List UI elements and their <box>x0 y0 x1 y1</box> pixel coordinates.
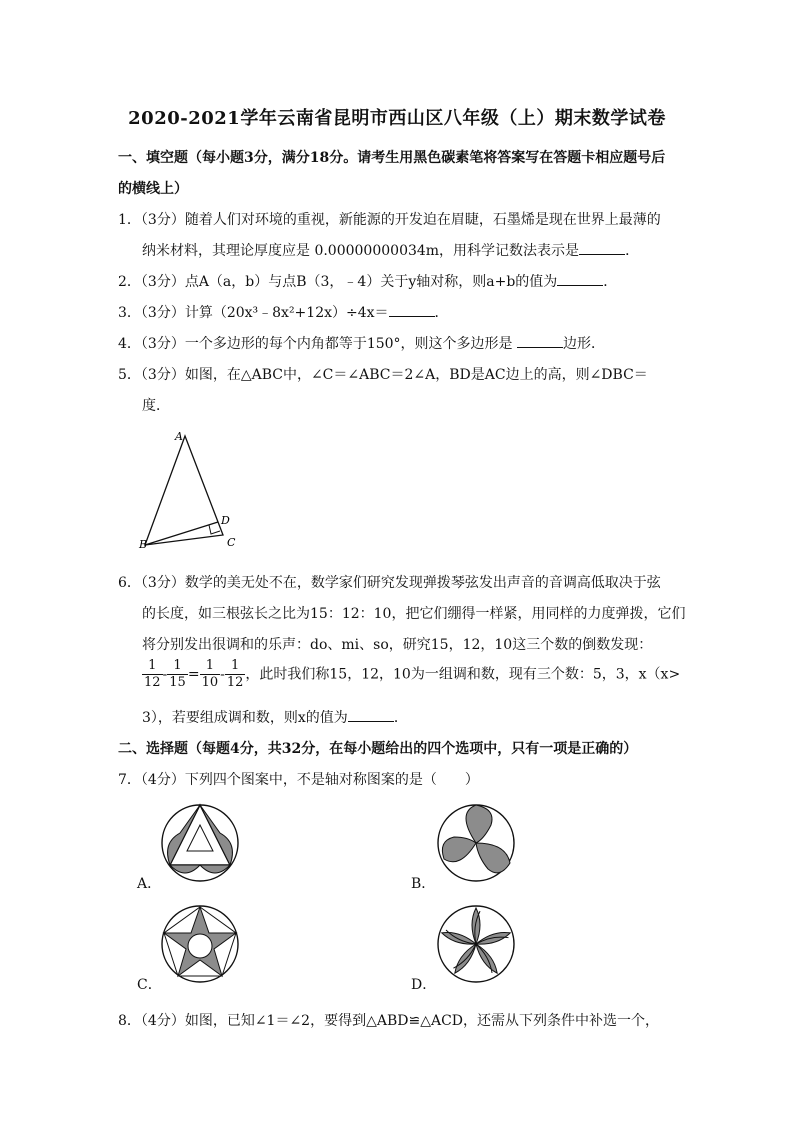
q4-line <box>118 333 605 353</box>
option-c-label[interactable]: C． <box>137 977 162 993</box>
option-a-figure[interactable] <box>160 803 240 883</box>
minus-sign: - <box>220 666 225 683</box>
q1-answer-blank[interactable] <box>579 242 625 255</box>
q6-line4-text: ，此时我们称15，12，10为一组调和数，现有三个数：5，3，x（x> <box>245 666 681 683</box>
q8-line: 8．（4分）如图，已知∠1＝∠2，要得到△ABD≌△ACD，还需从下列条件中补选一个， <box>118 1013 660 1029</box>
q3-text: 3．（3分）计算（20x³﹣8x²+12x）÷4x＝ <box>118 305 389 321</box>
exam-title: 2020-2021学年云南省昆明市西山区八年级（上）期末数学试卷 <box>128 108 666 129</box>
fraction-1-12b: $\frac{1}{12}$ <box>226 658 244 690</box>
label-a: A <box>175 430 183 443</box>
q7-line: 7．（4分）下列四个图案中，不是轴对称图案的是（ ） <box>118 772 479 788</box>
label-b: B <box>139 538 148 551</box>
q6-line5 <box>142 707 408 727</box>
q6-line4 <box>142 658 680 691</box>
triangle-abc <box>145 436 223 545</box>
section-2-heading: 二、选择题（每题4分，共32分，在每小题给出的四个选项中，只有一项是正确的） <box>118 741 638 757</box>
q2-line <box>118 271 617 291</box>
q5-triangle-figure <box>135 428 245 553</box>
q4-end: 边形． <box>563 336 605 352</box>
q6-line2: 的长度，如三根弦长之比为15：12：10，把它们绷得一样紧，用同样的力度弹拨，它们 <box>142 606 686 622</box>
q2-end: ． <box>603 274 618 290</box>
q1-end: ． <box>625 243 640 259</box>
option-a-label[interactable]: A． <box>137 876 162 892</box>
fraction-1-10: $\frac{1}{10}$ <box>201 658 219 690</box>
q5-line2: 度． <box>142 398 170 414</box>
q6-line1: 6．（3分）数学的美无处不在，数学家们研究发现弹拨琴弦发出声音的音调高低取决于弦 <box>118 575 661 591</box>
option-c-figure[interactable] <box>160 904 240 984</box>
q1-text: 纳米材料，其理论厚度应是 0.00000000034m，用科学记数法表示是 <box>142 243 580 259</box>
q3-answer-blank[interactable] <box>389 304 435 317</box>
option-b-figure[interactable] <box>436 803 516 883</box>
q3-end: ． <box>434 305 449 321</box>
option-d-figure[interactable] <box>436 904 516 984</box>
altitude-bd <box>145 522 218 545</box>
label-d: D <box>221 514 230 527</box>
section-1-heading-cont: 的横线上） <box>118 181 188 197</box>
equals-sign: = <box>187 666 200 683</box>
q4-text: 4．（3分）一个多边形的每个内角都等于150°，则这个多边形是 <box>118 336 513 352</box>
q5-line1: 5．（3分）如图，在△ABC中，∠C＝∠ABC＝2∠A，BD是AC边上的高，则∠DBC＝ <box>118 367 648 383</box>
right-angle-mark <box>209 525 220 534</box>
fraction-1-12a: $\frac{1}{12}$ <box>144 658 161 690</box>
q6-text: 3），若要组成调和数，则x的值为 <box>142 710 348 726</box>
option-d-label[interactable]: D． <box>411 977 437 993</box>
q4-answer-blank[interactable] <box>517 335 563 348</box>
q6-end: ． <box>393 710 408 726</box>
q6-answer-blank[interactable] <box>348 709 394 722</box>
q1-line2 <box>142 240 639 260</box>
q2-answer-blank[interactable] <box>557 273 603 286</box>
q3-line <box>118 302 449 322</box>
q2-text: 2．（3分）点A（a，b）与点B（3，﹣4）关于y轴对称，则a+b的值为 <box>118 274 558 290</box>
minus-sign: - <box>162 666 168 683</box>
option-b-label[interactable]: B． <box>411 876 436 892</box>
q6-line3: 将分别发出很调和的乐声：do、mi、so，研究15，12，10这三个数的倒数发现： <box>142 637 653 653</box>
fraction-1-15: $\frac{1}{15}$ <box>169 658 186 690</box>
q1-line1: 1．（3分）随着人们对环境的重视，新能源的开发迫在眉睫，石墨烯是现在世界上最薄的 <box>118 212 661 228</box>
section-1-heading: 一、填空题（每小题3分，满分18分。请考生用黑色碳素笔将答案写在答题卡相应题号后 <box>118 150 666 166</box>
label-c: C <box>227 536 236 549</box>
